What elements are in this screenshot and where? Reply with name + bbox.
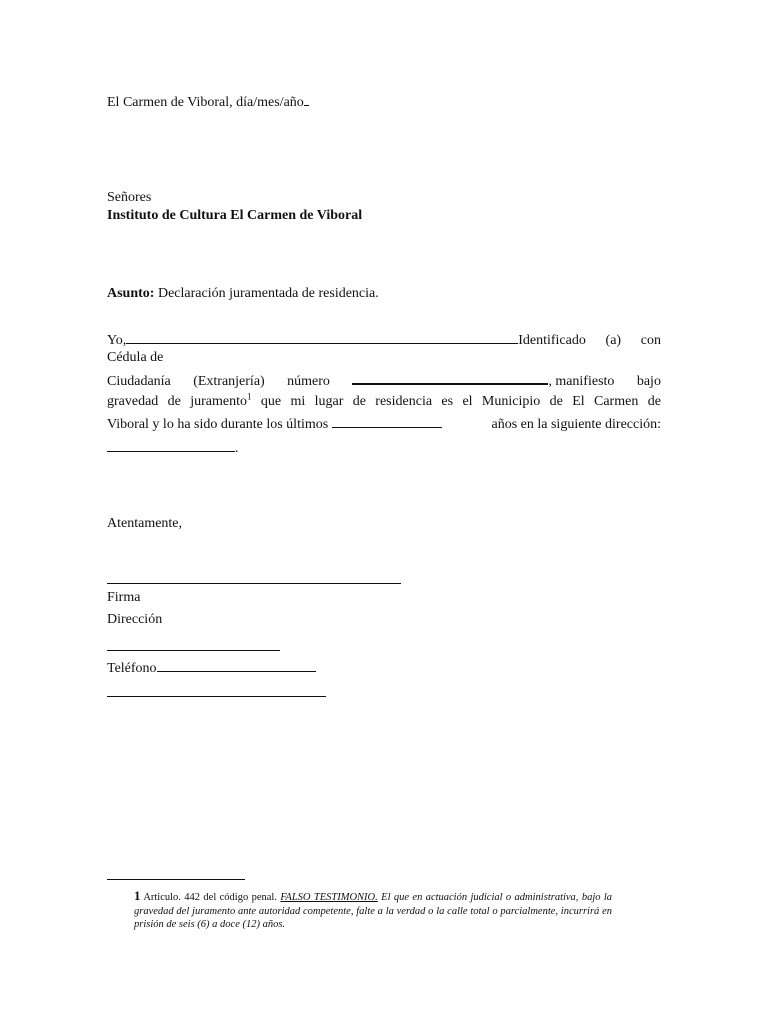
subject-label: Asunto: [107,286,155,301]
body-l5-end: años en la siguiente dirección: [491,417,661,432]
footnote [134,889,612,932]
body-identificado: Identificado [518,333,586,348]
word: residencia [375,394,433,409]
word: el [462,394,473,409]
word: gravedad [107,394,159,409]
body-ciudadania: Ciudadanía [107,374,171,389]
body-con: con [640,333,661,348]
address-blank [107,439,235,452]
subject-line [107,285,379,303]
body-line-3 [107,371,661,391]
id-number-blank [352,371,548,385]
years-blank [332,415,442,428]
body-number-segment [352,371,614,391]
word: mi [290,394,306,409]
address-line [107,439,239,458]
institution-name: Instituto de Cultura El Carmen de Viboral [107,208,363,223]
word: de [352,394,366,409]
extra-line [107,696,326,697]
word: juramento [190,394,248,409]
signature-line [107,583,401,584]
body-cedula-de: Cédula de [107,350,164,365]
body-yo-segment [107,331,586,350]
body-line-4 [107,393,661,411]
word: de [549,394,563,409]
body-l5-start: Viboral y lo ha sido durante los últimos [107,417,329,432]
footnote-separator [107,879,245,880]
footnote-lead: Articulo. 442 del código penal. [143,892,277,903]
word-with-footnote [190,393,251,411]
body-yo: Yo, [107,333,127,348]
atentamente: Atentamente, [107,516,183,531]
place-date-text: El Carmen de Viboral, día/mes/año [107,95,304,110]
place-date-blank [304,93,309,106]
body-line-1 [107,331,661,350]
subject-text: Declaración juramentada de residencia. [157,286,379,301]
word: de [167,394,181,409]
word: de [647,394,661,409]
address-period: . [235,441,239,456]
name-blank [126,331,518,344]
word: El [572,394,585,409]
body-line-5 [107,415,661,434]
body-manifiesto: , manifiesto [548,374,615,389]
footnote-ref: 1 [247,391,252,402]
body-a: (a) [605,333,622,348]
footnote-number: 1 [134,888,141,903]
footnote-title: FALSO TESTIMONIO. [280,892,378,903]
word: Carmen [594,394,639,409]
footnote-text: El que en actuación judicial o administrativa, bajo la gravedad del juramento ante autoridad competente, falte a la verdad o la calle total o parcialmente, incurrirá en prisión de seis (6) a doce (12) años. [134,892,613,930]
telefono-label: Teléfono [107,661,157,676]
place-date-line [107,93,309,112]
telefono-blank [157,659,316,672]
word: que [260,394,282,409]
word: lugar [314,394,344,409]
body-numero: número [287,374,330,389]
body-extranjeria: (Extranjería) [193,374,265,389]
word: es [441,394,454,409]
direccion-label: Dirección [107,612,163,627]
direccion-line [107,650,280,651]
word: Municipio [481,394,541,409]
firma-label: Firma [107,590,141,605]
salutation: Señores [107,190,152,205]
body-bajo: bajo [636,374,661,389]
telefono-line [107,659,316,678]
body-l5-segment [107,415,442,434]
